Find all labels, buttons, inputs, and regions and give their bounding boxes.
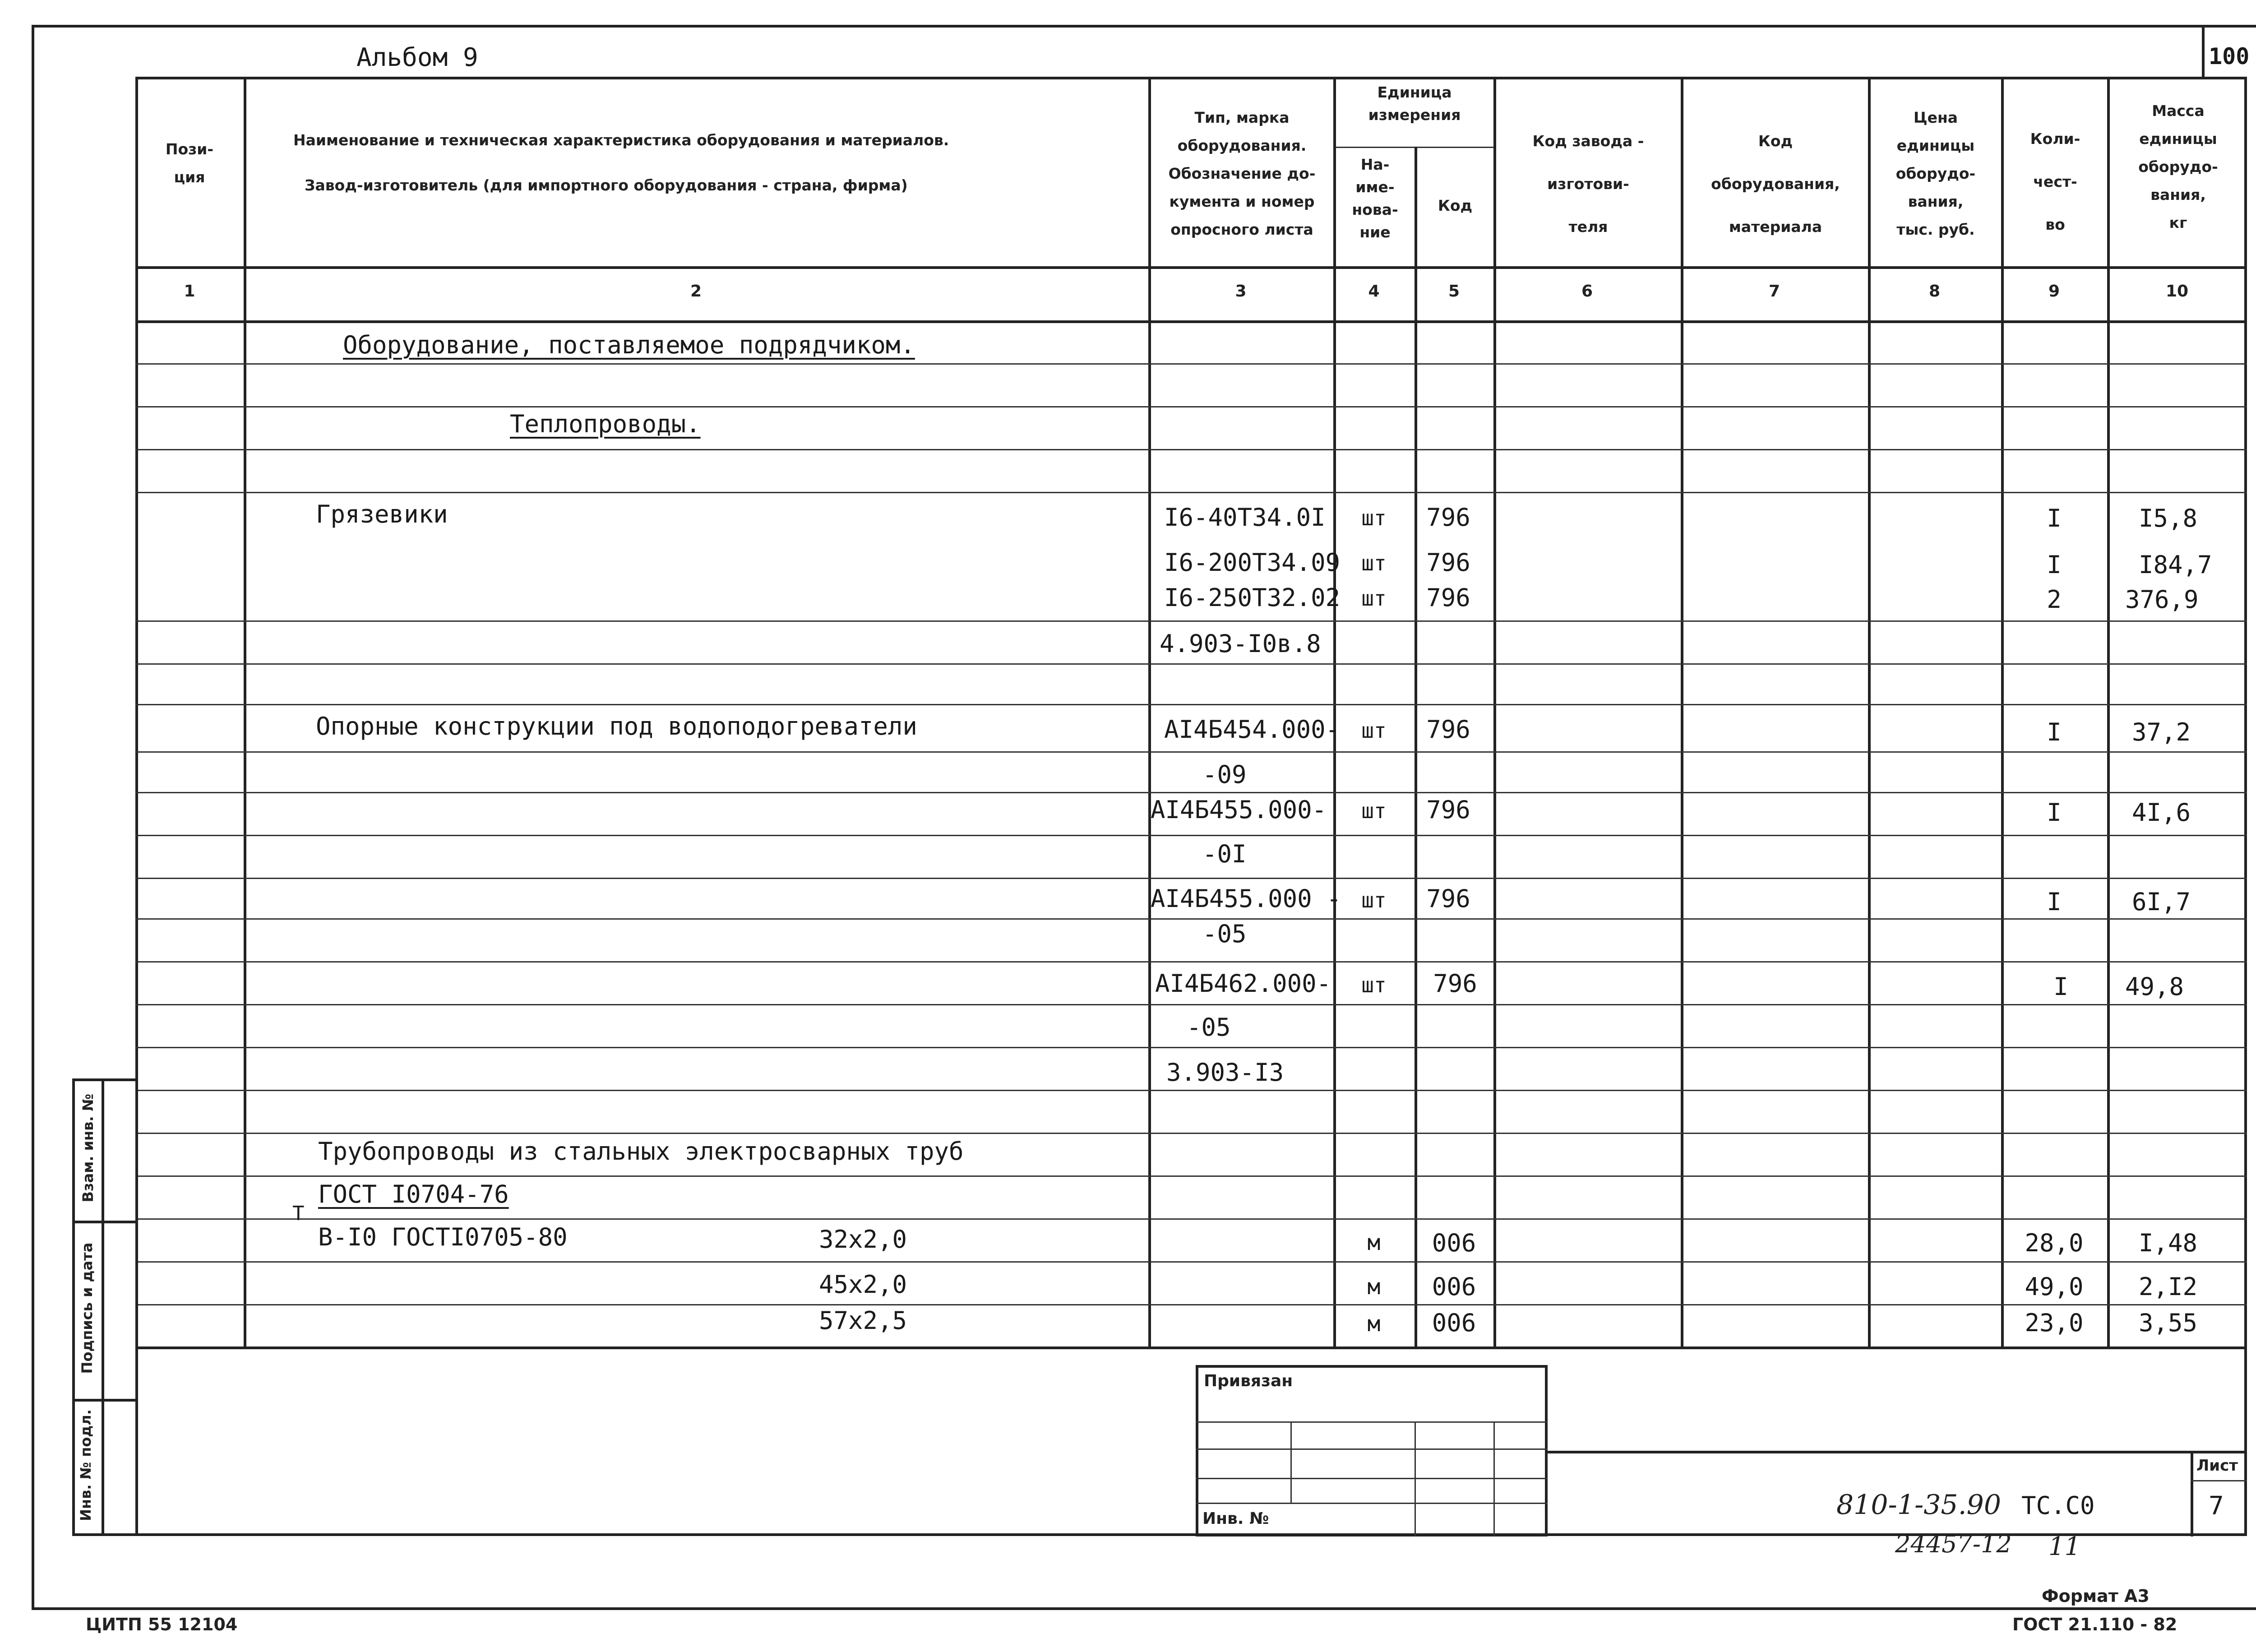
pipe-code: 006 bbox=[1432, 1273, 1476, 1301]
album-title: Альбом 9 bbox=[356, 43, 478, 72]
handwritten-number: 24457-12 bbox=[1895, 1530, 2012, 1558]
support-mass: 4I,6 bbox=[2132, 798, 2191, 827]
row-line bbox=[135, 620, 2247, 622]
row-line bbox=[135, 1133, 2247, 1134]
header-name-line2: Завод-изготовитель (для импортного оборудования - страна, фирма) bbox=[305, 176, 908, 194]
section-title: Оборудование, поставляемое подрядчиком. bbox=[343, 331, 915, 359]
support-mass: 37,2 bbox=[2132, 718, 2191, 746]
side-label-replaced-inv: Взам. инв. № bbox=[79, 1093, 97, 1203]
col-line-4 bbox=[1415, 147, 1417, 1349]
row-line bbox=[135, 1218, 2247, 1220]
support-code: 796 bbox=[1426, 796, 1470, 824]
col-line-2 bbox=[1148, 77, 1151, 1349]
privyazan-col bbox=[1290, 1421, 1292, 1503]
sheet-label: Лист bbox=[2196, 1457, 2238, 1475]
support-code: 796 bbox=[1433, 969, 1477, 998]
mud-qty: I bbox=[2047, 551, 2062, 579]
mud-type: I6-40Т34.0I bbox=[1164, 503, 1326, 532]
support-qty: I bbox=[2047, 718, 2062, 746]
document-code: 810-1-35.90 bbox=[1836, 1489, 2002, 1521]
support-type: АI4Б455.000 - bbox=[1151, 884, 1341, 913]
mud-trap-name: Грязевики bbox=[316, 500, 448, 528]
pipe-unit: м bbox=[1367, 1274, 1381, 1300]
column-number: 7 bbox=[1768, 282, 1780, 301]
support-mass: 49,8 bbox=[2125, 972, 2184, 1001]
pipe-t-mark: Т bbox=[292, 1202, 305, 1225]
footer-format: Формат А3 bbox=[2042, 1586, 2150, 1606]
row-line bbox=[135, 1175, 2247, 1177]
support-name: Опорные конструкции под водоподогреватели bbox=[316, 712, 917, 740]
row-line bbox=[135, 961, 2247, 963]
column-number: 6 bbox=[1581, 282, 1593, 301]
support-type-cont: -0I bbox=[1202, 840, 1247, 868]
privyazan-line bbox=[1196, 1421, 1548, 1423]
privyazan-line bbox=[1196, 1478, 1548, 1479]
support-unit: шт bbox=[1361, 799, 1387, 823]
pipe-size: 32х2,0 bbox=[819, 1225, 907, 1254]
header-equipment-code: Код оборудования, материала bbox=[1711, 132, 1840, 236]
mud-type: I6-250Т32.02 bbox=[1164, 583, 1341, 612]
side-stamp-divider bbox=[102, 1078, 104, 1536]
header-unit-name: На- име- нова- ние bbox=[1352, 156, 1398, 241]
row-line bbox=[135, 1004, 2247, 1005]
row-line bbox=[135, 663, 2247, 665]
col-line-3 bbox=[1333, 77, 1336, 1349]
row-line bbox=[135, 1090, 2247, 1091]
support-type: АI4Б462.000- bbox=[1155, 969, 1331, 998]
row-line bbox=[135, 918, 2247, 920]
row-line bbox=[135, 704, 2247, 705]
column-number: 9 bbox=[2048, 282, 2060, 301]
privyazan-label: Привязан bbox=[1204, 1372, 1293, 1390]
mud-document: 4.903-I0в.8 bbox=[1160, 629, 1321, 658]
colnum-bottom-line bbox=[135, 320, 2247, 323]
sheet-number: 7 bbox=[2209, 1491, 2224, 1521]
mud-mass: 376,9 bbox=[2125, 585, 2199, 614]
pipe-mass: 2,I2 bbox=[2139, 1273, 2198, 1301]
support-qty: I bbox=[2047, 798, 2062, 827]
support-type-cont: -05 bbox=[1202, 920, 1247, 948]
sheet-cell-line bbox=[2191, 1480, 2247, 1481]
header-type: Тип, марка оборудования. Обозначение до- кумента и номер опросного листа bbox=[1168, 109, 1316, 238]
column-number: 1 bbox=[184, 282, 195, 301]
mud-mass: I84,7 bbox=[2139, 551, 2212, 579]
support-code: 796 bbox=[1426, 715, 1470, 744]
pipe-code: 006 bbox=[1432, 1309, 1476, 1337]
header-name-line1: Наименование и техническая характеристика оборудования и материалов. bbox=[293, 131, 949, 149]
mud-qty: I bbox=[2047, 504, 2062, 532]
mud-unit: шт bbox=[1361, 586, 1387, 611]
support-code: 796 bbox=[1426, 884, 1470, 913]
pipe-qty: 28,0 bbox=[2025, 1229, 2084, 1257]
header-factory-code: Код завода - изготови- теля bbox=[1532, 132, 1644, 236]
footer-gost: ГОСТ 21.110 - 82 bbox=[2012, 1615, 2177, 1634]
col-line-9 bbox=[2107, 77, 2110, 1349]
header-unit-group: Единица измерения bbox=[1368, 83, 1461, 124]
row-line bbox=[135, 1304, 2247, 1305]
mud-code: 796 bbox=[1426, 503, 1470, 532]
mud-type: I6-200Т34.09 bbox=[1164, 548, 1341, 577]
mud-code: 796 bbox=[1426, 548, 1470, 577]
pipe-unit: м bbox=[1367, 1311, 1381, 1337]
mud-mass: I5,8 bbox=[2139, 504, 2198, 532]
pipe-spec: В-I0 ГОСТI0705-80 bbox=[318, 1223, 568, 1251]
pipe-gost: ГОСТ I0704-76 bbox=[318, 1180, 509, 1208]
row-line bbox=[135, 878, 2247, 879]
support-qty: I bbox=[2053, 972, 2068, 1001]
col-line-7 bbox=[1868, 77, 1871, 1349]
row-line bbox=[135, 406, 2247, 407]
side-label-inv-original: Инв. № подл. bbox=[77, 1409, 94, 1521]
footer-left: ЦИТП 55 12104 bbox=[86, 1615, 238, 1634]
row-line bbox=[135, 363, 2247, 365]
column-number: 2 bbox=[690, 282, 702, 301]
pipe-qty: 23,0 bbox=[2025, 1309, 2084, 1337]
mud-code: 796 bbox=[1426, 583, 1470, 612]
pipe-size: 57х2,5 bbox=[819, 1306, 907, 1335]
pipe-mass: 3,55 bbox=[2139, 1309, 2198, 1337]
support-type: АI4Б454.000- bbox=[1164, 715, 1341, 744]
mud-unit: шт bbox=[1361, 506, 1387, 530]
column-number: 3 bbox=[1235, 282, 1247, 301]
col-line-1 bbox=[244, 77, 246, 1349]
pipe-mass: I,48 bbox=[2139, 1229, 2198, 1257]
header-position: Пози- ция bbox=[165, 140, 214, 186]
row-line bbox=[135, 751, 2247, 753]
pipe-qty: 49,0 bbox=[2025, 1273, 2084, 1301]
document-mark: ТС.С0 bbox=[2021, 1491, 2095, 1520]
title-block-top bbox=[1548, 1451, 2247, 1453]
page-number-divider bbox=[2202, 25, 2205, 79]
column-number: 5 bbox=[1448, 282, 1460, 301]
unit-group-line bbox=[1333, 147, 1493, 148]
pipe-size: 45х2,0 bbox=[819, 1270, 907, 1299]
header-price: Цена единицы оборудо- вания, тыс. руб. bbox=[1895, 109, 1976, 238]
row-line bbox=[135, 1261, 2247, 1263]
col-line-8 bbox=[2001, 77, 2004, 1349]
pipe-title: Трубопроводы из стальных электросварных труб bbox=[318, 1137, 964, 1166]
support-unit: шт bbox=[1361, 888, 1387, 912]
support-type-cont: -05 bbox=[1187, 1013, 1231, 1041]
privyazan-line bbox=[1196, 1503, 1548, 1504]
header-mass: Масса единицы оборудо- вания, кг bbox=[2138, 102, 2218, 231]
row-line bbox=[135, 1047, 2247, 1048]
mud-qty: 2 bbox=[2047, 585, 2062, 614]
support-type-cont: -09 bbox=[1202, 760, 1247, 789]
support-unit: шт bbox=[1361, 973, 1387, 997]
page-number: 100 bbox=[2209, 43, 2250, 69]
privyazan-col bbox=[1415, 1421, 1416, 1536]
handwritten-suffix: 11 bbox=[2048, 1532, 2081, 1561]
pipe-unit: м bbox=[1367, 1230, 1381, 1255]
support-type: АI4Б455.000- bbox=[1151, 796, 1327, 824]
support-unit: шт bbox=[1361, 718, 1387, 743]
header-bottom-line bbox=[135, 266, 2247, 269]
header-quantity: Коли- чест- во bbox=[2030, 130, 2080, 233]
privyazan-col bbox=[1493, 1421, 1495, 1536]
column-number: 10 bbox=[2165, 282, 2189, 301]
pipe-code: 006 bbox=[1432, 1229, 1476, 1257]
support-mass: 6I,7 bbox=[2132, 888, 2191, 916]
side-label-signature-date: Подпись и дата bbox=[79, 1242, 96, 1374]
row-line bbox=[135, 492, 2247, 493]
col-line-5 bbox=[1493, 77, 1496, 1349]
support-qty: I bbox=[2047, 888, 2062, 916]
column-number: 4 bbox=[1368, 282, 1380, 301]
row-line bbox=[135, 449, 2247, 450]
row-line bbox=[135, 792, 2247, 793]
subsection-title: Теплопроводы. bbox=[510, 410, 701, 438]
privyazan-line bbox=[1196, 1448, 1548, 1450]
row-line bbox=[135, 835, 2247, 836]
col-line-6 bbox=[1681, 77, 1683, 1349]
inv-no-label: Инв. № bbox=[1202, 1509, 1269, 1528]
column-number: 8 bbox=[1928, 282, 1941, 301]
sheet-cell-divider bbox=[2191, 1451, 2193, 1536]
support-document: 3.903-I3 bbox=[1166, 1058, 1284, 1087]
header-unit-code: Код bbox=[1438, 197, 1473, 214]
mud-unit: шт bbox=[1361, 551, 1387, 575]
